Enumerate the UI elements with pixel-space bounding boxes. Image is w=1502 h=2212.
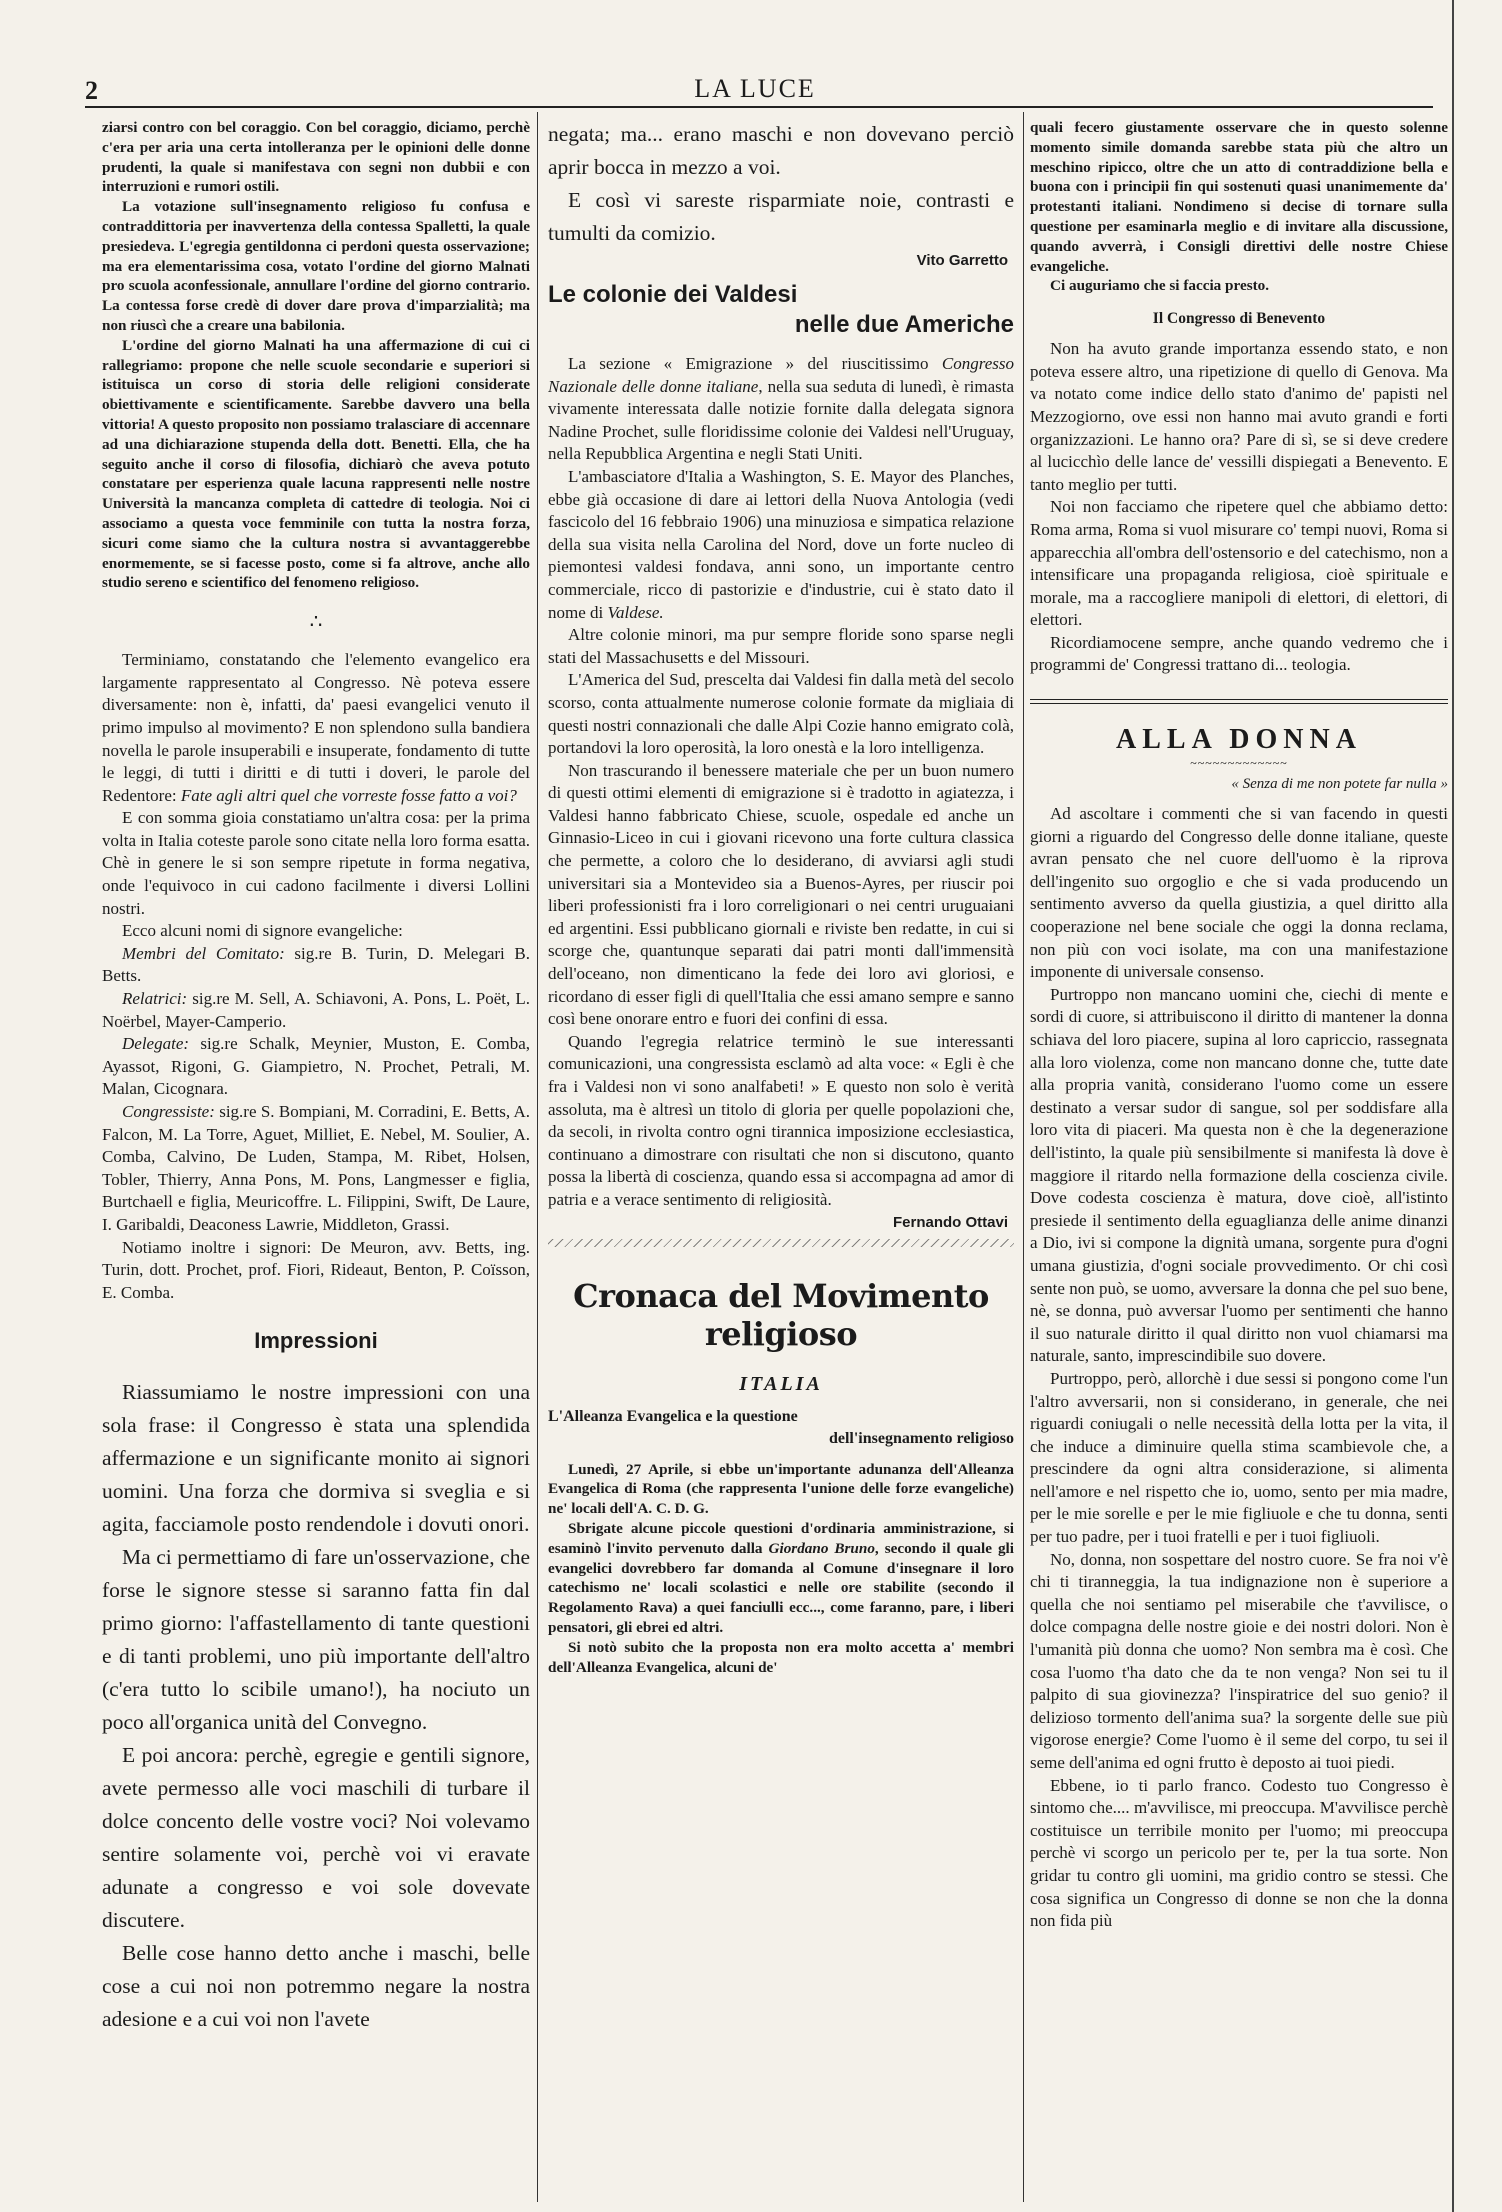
- list-label: Delegate:: [122, 1034, 190, 1054]
- paragraph: [102, 649, 530, 807]
- text-run: Giordano Bruno: [768, 1539, 875, 1557]
- name-list: [102, 943, 530, 988]
- paragraph: Ricordiamocene sempre, anche quando vedremo che i programmi de' Congressi trattano di... teologia.: [1030, 632, 1448, 675]
- masthead-rule: [85, 106, 1433, 108]
- author-signature: Vito Garretto: [916, 252, 1008, 269]
- paragraph: Belle cose hanno detto anche i maschi, belle cose a cui noi non potremmo negare la nostra adesione e a cui voi non l'avete: [102, 1941, 530, 2032]
- article-heading: nelle due Americhe: [794, 311, 1014, 338]
- decorative-rule: [1030, 699, 1448, 704]
- quote: Fate agli altri quel che vorreste fosse fatto a voi?: [180, 785, 517, 805]
- paragraph: L'ordine del giorno Malnati ha una affermazione di cui ci rallegriamo: propone che nelle scuole secondarie e superiori si istituisca un corso di storia delle religioni considerate obiettivamente e scientificamente. Sarebbe davvero una bella vittoria! A questo proposito non possiamo tralasciare di accennare ad una dichiarazione stupenda della dott. Benetti. Ella, che ha seguito anche il corso di filosofia, dichiarò che aveva potuto constatare per esperienza quale lacuna rappresenti nelle nostre Università la mancanza completa di cattedre di teologia. Noi ci associamo a questa voce femminile con tutta la nostra forza, sicuri come siamo che la cultura nostra si avvantaggerebbe enormemente, se si facesse posto, come si fa altrove, anche allo studio sereno e scientifico del fenomeno religioso.: [102, 336, 530, 592]
- text-run: , secondo il quale gli evangelici dovrebbero far domanda al Comune d'insegnare il loro catechismo ne' locali scolastici e nelle ore stabilite (secondo il Regolamento Rava) a quei fanciulli ecc..., come faranno, pare, i liberi pensatori, gli ebrei ed altri.: [548, 1539, 1014, 1636]
- text-run: Sbrigate alcune piccole questioni d'ordinaria amministrazione, si esaminò l'invito pervenuto dalla: [548, 1519, 1014, 1557]
- paragraph: [548, 353, 1014, 466]
- paragraph: Altre colonie minori, ma pur sempre floride sono sparse negli stati del Massachusetts e del Missouri.: [548, 625, 1014, 667]
- paragraph: No, donna, non sospettare del nostro cuore. Se fra noi v'è chi ti tiranneggia, la tua indignazione non è superiore a quella che noi sentiamo pel miserabile che t'avvilisce, o dolce compagna delle nostre gioie e dei nostri dolori. Non è l'umanità più donna che uomo? Non sembra ma è così. Che cosa l'uomo t'ha dato che da te non venga? Non sei tu il palpito di sua giovinezza? l'inspiratrice del suo genio? il delizioso tormento dell'anima sua? la sorgente delle sue più vigorose energie? Come l'uomo è il seme del corpo, tu sei il seme dell'anima ed ogni frutto è deposto ai tuoi piedi.: [1030, 1549, 1448, 1773]
- paragraph: E poi ancora: perchè, egregie e gentili signore, avete permesso alle voci maschili di turbare il dolce concento delle vostre voci? Noi volevamo sentire solamente voi, perchè voi vi eravate adunate a congresso e voi sole dovevate discutere.: [102, 1743, 530, 1933]
- paragraph: Ci auguriamo che si faccia presto.: [1050, 277, 1270, 295]
- text-run: La sezione « Emigrazione » del riuscitissimo: [568, 354, 942, 373]
- article-heading: L'Alleanza Evangelica e la questione: [548, 1407, 798, 1425]
- epigraph: « Senza di me non potete far nulla »: [1231, 776, 1448, 793]
- article-heading: dell'insegnamento religioso: [828, 1429, 1014, 1447]
- paragraph: Notiamo inoltre i signori: De Meuron, avv. Betts, ing. Turin, dott. Prochet, prof. Fiori, Rideaut, Benton, P. Coïsson, E. Comba.: [102, 1237, 530, 1302]
- paragraph: L'America del Sud, prescelta dai Valdesi fin dalla metà del secolo scorso, conta attualmente numerose colonie formate da migliaia di questi nostri connazionali che dalle Alpi Cozie hanno emigrato colà, portandovi la loro operosità, la loro onestà e la loro intelligenza.: [548, 670, 1014, 758]
- paragraph: Riassumiamo le nostre impressioni con una sola frase: il Congresso è stata una splendida affermazione e un significante monito ai signori uomini. Una forza che dormiva si sveglia e si agita, facciamole posto rendendole i dovuti onori.: [102, 1380, 530, 1537]
- name-list: [102, 988, 530, 1033]
- author-signature: Fernando Ottavi: [892, 1213, 1008, 1231]
- column-3: [1030, 118, 1448, 2208]
- column-divider: [537, 112, 538, 2202]
- paragraph: Non ha avuto grande importanza essendo stato, e non poteva essere altro, una ripetizione di quello di Genova. Ma va notato come indice dello stato d'animo de' papisti nel Mezzogiorno, ove essi non hanno mai avuto grandi e forti organizzazioni. Le hanno ora? Pare di sì, se si deve credere al lucicchìo delle lance de' vessilli dispiegati a Benevento. E tanto meglio per tutti.: [1030, 339, 1448, 494]
- list-names: sig.re M. Sell, A. Schiavoni, A. Pons, L. Poët, L. Noërbel, Mayer-Camperio.: [102, 989, 530, 1031]
- section-heading: Cronaca del Movimento religioso: [573, 1276, 989, 1353]
- paragraph: quali fecero giustamente osservare che in questo solenne momento simile domanda sarebbe stata più che altro un meschino ripicco, oltre che un atto di contraddizione bella e buona con i principii fin qui sostenuti quasi unanimemente da' protestanti italiani. Nondimeno si decise di tornare sulla questione per esaminarla meglio e di invitare alla discussione, quando avverrà, i Consigli direttivi delle nostre Chiese evangeliche.: [1030, 119, 1448, 275]
- list-names: sig.re S. Bompiani, M. Corradini, E. Betts, A. Falcon, M. La Torre, Aguet, Milliet, E. Nebel, M. Soulier, A. Comba, Calvino, De Luden, Stampa, M. Ribet, Holsen, Tobler, Thierry, Anna Pons, M. Pons, Langmesser e figlia, Burtchaell e figlia, Meuricoffre. L. Filippini, Swift, De Laure, I. Garibaldi, Deaconess Lawrie, Middleton, Grassi.: [102, 1102, 530, 1234]
- text-run: L'ambasciatore d'Italia a Washington, S. E. Mayor des Planches, ebbe già occasione di dare ai lettori della Nuova Antologia (vedi fascicolo del 16 febbraio 1906) una minuziosa e simpatica relazione della sua visita nella Carolina del Nord, dove un forte nucleo di piemontesi valdesi fondava, anni sono, un importante centro commerciale, ricco di pastorizie e d'industrie, cui è stato dato il nome di: [548, 466, 1014, 622]
- newspaper-title: LA LUCE: [694, 74, 816, 103]
- text-run: Congresso Nazionale delle donne italiane: [548, 354, 1014, 396]
- paragraph: E così vi sareste risparmiate noie, contrasti e tumulti da comizio.: [548, 188, 1014, 245]
- column-1: [102, 118, 530, 2208]
- list-names: sig.re Schalk, Meynier, Muston, E. Comba, Ayassot, Rigoni, G. Giampietro, N. Prochet, Petrali, M. Malan, Cicognara.: [102, 1034, 530, 1099]
- column-2: [548, 118, 1014, 2208]
- paragraph: Ebbene, io ti parlo franco. Codesto tuo Congresso è sintomo che.... m'avvilisce, mi preoccupa. M'avvilisce perchè costituisce un terribile monito per l'uomo; mi preoccupa perchè vi scorgo un pericolo per te, per la tua sorte. Non gridar tu contro gli uomini, ma gridio contro se stessi. Che cosa significa un Congresso di donne se non che la donna non fida più: [1030, 1775, 1448, 1931]
- paragraph: Si notò subito che la proposta non era molto accetta a' membri dell'Alleanza Evangelica, alcuni de': [548, 1638, 1014, 1676]
- paragraph: Purtroppo, però, allorchè i due sessi si pongono come l'un l'altro avversarii, non si considerano, in generale, che nei riguardi coniugali o nelle necessità della lotta per la vita, il che induce a diminuire quella stima scambievole che, a prescindere da ogni altra considerazione, si alimenta nell'amore e nel rispetto che io, uomo, sento per mia madre, per le mie sorelle e per le mie figliuole e che tu donna, senti per tuo padre, per i tuoi fratelli e per i tuoi figliuoli.: [1030, 1368, 1448, 1547]
- paragraph: Ad ascoltare i commenti che si van facendo in questi giorni a riguardo del Congresso delle donne italiane, queste avran pensato che nel cuore dell'uomo è la riprova dell'ingenito suo orgoglio e che si vada producendo un sentimento avverso da quella giustizia, a quel diritto alla cooperazione nel bene sociale che oggi la donna reclama, non più con voci isolate, ma con una manifestazione imponente di universale consenso.: [1030, 804, 1448, 982]
- paragraph: Lunedì, 27 Aprile, si ebbe un'importante adunanza dell'Alleanza Evangelica di Roma (che rappresenta l'unione delle forze evangeliche) ne' locali dell'A. C. D. G.: [548, 1460, 1014, 1518]
- paragraph: Ma ci permettiamo di fare un'osservazione, che forse le signore stesse si saranno fatta fin dal primo giorno: l'affastellamento di tante questioni e di tanti problemi, uno più importante dell'altro (c'era tutto lo scibile umano!), ha nociuto un poco all'organica unità del Convegno.: [102, 1545, 530, 1735]
- text-run: , nella sua seduta di lunedì, è rimasta vivamente interessata dalle notizie fornite dalla delegata signora Nadine Prochet, sulle floridissime colonie dei Valdesi nell'Uruguay, nella Repubblica Argentina e negli Stati Uniti.: [548, 376, 1014, 464]
- paragraph: E con somma gioia constatiamo un'altra cosa: per la prima volta in Italia coteste parole sono citate nella loro forma esatta. Chè in genere le si son sempre ripetute in forma negativa, onde l'equivoco in cui cadono facilmente i diversi Lollini nostri.: [102, 808, 530, 918]
- subsection-heading: ITALIA: [739, 1372, 823, 1395]
- decorative-rule: [548, 1239, 1014, 1247]
- list-label: Membri del Comitato:: [122, 943, 285, 963]
- paragraph: Purtroppo non mancano uomini che, ciechi di mente e sordi di cuore, si attribuiscono il diritto di mantener la donna schiava del loro piacere, supina al loro capriccio, rassegnata alla loro violenza, come non mancano donne che, tutte date alla propria vanità, considerano l'uomo come un essere destinato a versar sudor di sangue, sol per soddisfare alla loro vita di piaceri. Ma questa non è che la degenerazione dell'istinto, la quale più sensibilmente si manifesta là dove è maggiore il ritardo nella formazione della coscienza civile. Dove codesta coscienza è matura, dove cioè, all'istinto presiede il sentimento della eguaglianza delle anime dinanzi a Dio, ivi si compone la dignità umana, sorgente pura d'ogni umana giustizia, d'ogni sociale provvedimento. Or chi così sente non può, se uomo, avversare la donna che pel suo bene, nè, se donna, può avversar l'uomo per sentimenti che hanno il suo naturale diritto il qual diritto non vuol chiamarsi ma naturale, santo, imprescindibile suo dovere.: [1030, 984, 1448, 1366]
- article-heading: ALLA DONNA: [1116, 724, 1362, 756]
- paragraph: Ecco alcuni nomi di signore evangeliche:: [122, 921, 403, 941]
- decorative-flourish: ~~~~~~~~~~~~~: [1190, 756, 1288, 771]
- paragraph: Noi non facciamo che ripetere quel che abbiamo detto: Roma arma, Roma si vuol misurare co' tempi nuovi, Roma si apparecchia all'ombra dell'ostensorio e del catechismo, non a intensificare una propaganda religiosa, cioè spirituale e morale, ma a raccogliere manipoli di elettori, di elettori, di elettori.: [1030, 497, 1448, 630]
- masthead: [85, 72, 1425, 106]
- paragraph: Quando l'egregia relatrice terminò le sue interessanti comunicazioni, una congressista esclamò ad alta voce: « Egli è che fra i Valdesi non vi sono analfabeti! » E questo non solo è verità assoluta, ma è altresì un titolo di gloria per quelle popolazioni che, da secoli, in rivolta contro ogni tirannica imposizione ecclesiastica, continuano a dimostrare con risultati che non si discutono, quanto possa la libertà di coscienza, quando essa si accompagna ad amor di patria e a verace sentimento di religiosità.: [548, 1031, 1014, 1209]
- list-label: Relatrici:: [122, 989, 188, 1009]
- section-separator: ∴: [309, 611, 323, 634]
- paragraph: ziarsi contro con bel coraggio. Con bel coraggio, diciamo, perchè c'era per aria una certa intolleranza per le opinioni delle donne prudenti, la quale si manifestava con segni non dubbii e con interruzioni e rumori ostili.: [102, 119, 530, 196]
- article-heading: Le colonie dei Valdesi: [548, 281, 798, 308]
- paragraph: negata; ma... erano maschi e non dovevano perciò aprir bocca in mezzo a voi.: [548, 122, 1014, 179]
- paragraph: [548, 466, 1014, 624]
- column-divider: [1023, 112, 1024, 2202]
- text-run: Terminiamo, constatando che l'elemento evangelico era largamente rappresentato al Congresso. Nè poteva essere diversamente: non è, infatti, da' paesi evangelici venuto il primo impulso al movimento? E non splendono sulla bandiera novella le parole insuperabili e insuperate, fondamento di tutte le leggi, di tutti i diritti e di tutti i doveri, le parole del Redentore:: [102, 650, 530, 805]
- page-edge-rule: [1452, 0, 1454, 2212]
- paragraph: La votazione sull'insegnamento religioso fu confusa e contraddittoria per inavvertenza della contessa Spalletti, la quale presiedeva. L'egregia gentildonna ci perdoni questa osservazione; ma era elementarissima cosa, votato l'ordine del giorno Malnati pro scuola aconfessionale, annullare l'ordine del giorno contrario. La contessa forse credè di dover dare prova d'imparzialità; ma non riuscì che a creare una babilonia.: [102, 198, 530, 334]
- article-heading: Il Congresso di Benevento: [1152, 310, 1326, 328]
- section-heading: Impressioni: [254, 1328, 378, 1354]
- name-list: [102, 1101, 530, 1237]
- text-run: Valdese.: [607, 602, 664, 622]
- paragraph: [548, 1519, 1014, 1638]
- name-list: [102, 1033, 530, 1101]
- list-label: Congressiste:: [122, 1102, 215, 1121]
- list-names: sig.re B. Turin, D. Melegari B. Betts.: [102, 943, 530, 986]
- page-number: 2: [85, 76, 98, 105]
- paragraph: Non trascurando il benessere materiale che per un buon numero di questi ottimi elementi di emigrazione si è tradotto in agiatezza, i Valdesi hanno fabbricato Chiese, scuole, ospedale ed anche un Ginnasio-Liceo in cui i giovani ricevono una forte cultura classica che permette, a coloro che lo desiderano, di avviarsi agli studi universitari sia a Montevideo sia a Buenos-Ayres, per riuscir poi liberi professionisti fra i loro correligionari o nei centri uruguaiani ed argentini. Essi pubblicano giornali e riviste ben redatte, in cui si scorge che, quantunque separati dai patri monti dall'immensità dell'oceano, non dimenticano la fede dei loro avi gloriosi, e ricordano di esser figli di quell'Italia che essi amano sempre e sanno così bene onorare entro e fuori dei confini di essa.: [548, 760, 1014, 1029]
